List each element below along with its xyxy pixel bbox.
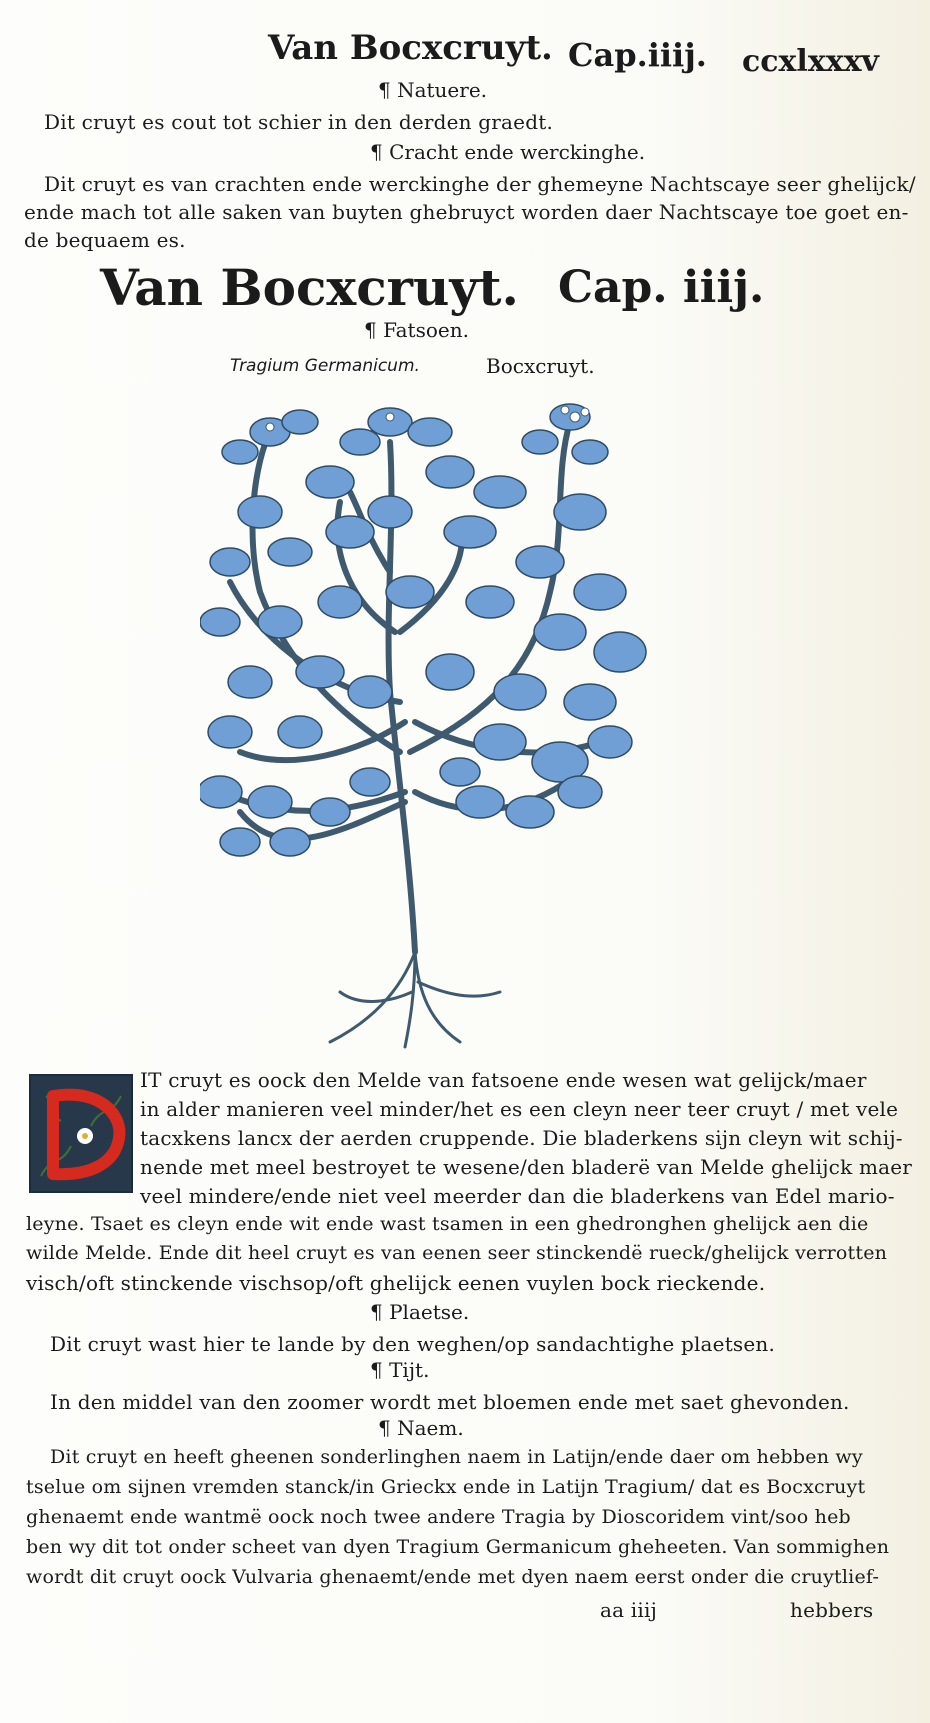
heading-power: ¶ Cracht ende werckinghe. (370, 140, 646, 164)
power-line: ende mach tot alle saken van buyten ghebruyct worden daer Nachtscaye toe goet en- (24, 200, 909, 224)
body-line: visch/oft stinckende vischsop/oft ghelijck eenen vuylen bock rieckende. (26, 1271, 766, 1295)
chapter-number: Cap. iiij. (558, 262, 765, 313)
heading-form: ¶ Fatsoen. (364, 318, 469, 342)
name-line: Dit cruyt en heeft gheenen sonderlinghen naem in Latijn/ende daer om hebben wy (50, 1446, 863, 1468)
power-line: Dit cruyt es van crachten ende werckinghe der ghemeyne Nachtscaye seer ghelijck/ (44, 172, 916, 196)
name-line: wordt dit cruyt oock Vulvaria ghenaemt/ende met dyen naem eerst onder die cruytlief- (26, 1566, 880, 1588)
chapter-title: Van Bocxcruyt. (100, 258, 519, 317)
place-text: Dit cruyt wast hier te lande by den weghen/op sandachtighe plaetsen. (50, 1332, 776, 1356)
power-line: de bequaem es. (24, 228, 186, 252)
name-line: ghenaemt ende wantmë oock noch twee andere Tragia by Dioscoridem vint/soo heb (26, 1506, 851, 1528)
heading-time: ¶ Tijt. (370, 1358, 430, 1382)
initial-letter-icon (31, 1076, 131, 1191)
time-text: In den middel van den zoomer wordt met bloemen ende met saet ghevonden. (50, 1390, 850, 1414)
body-line: nende met meel bestroyet te wesene/den bladerë van Melde ghelijck maer (140, 1155, 913, 1179)
body-line: veel mindere/ende niet veel meerder dan die bladerkens van Edel mario- (140, 1184, 895, 1208)
running-chapter: Cap.iiij. (568, 36, 707, 74)
folio-number: ccxlxxxv (742, 44, 879, 79)
paragraph-mark-icon: ¶ (364, 318, 384, 342)
body-line: leyne. Tsaet es cleyn ende wit ende wast tsamen in een ghedronghen ghelijck aen die (26, 1213, 869, 1235)
paragraph-mark-icon: ¶ (378, 78, 398, 102)
paragraph-mark-icon: ¶ (370, 140, 390, 164)
heading-nature: ¶ Natuere. (378, 78, 488, 102)
body-line: IT cruyt es oock den Melde van fatsoene ende wesen wat gelijck/maer (140, 1068, 867, 1092)
heading-name: ¶ Naem. (378, 1416, 464, 1440)
nature-text: Dit cruyt es cout tot schier in den derden graedt. (44, 110, 554, 134)
latin-name: Tragium Germanicum. (230, 356, 420, 376)
catchword: hebbers (790, 1598, 874, 1622)
name-line: tselue om sijnen vremden stanck/in Grieckx ende in Latijn Tragium/ dat es Bocxcruyt (26, 1476, 866, 1498)
name-line: ben wy dit tot onder scheet van dyen Tragium Germanicum gheheeten. Van sommighen (26, 1536, 890, 1558)
body-line: wilde Melde. Ende dit heel cruyt es van eenen seer stinckendë rueck/ghelijck verrotten (26, 1242, 888, 1264)
paragraph-mark-icon: ¶ (378, 1416, 398, 1440)
plant-illustration (200, 392, 680, 1052)
paragraph-mark-icon: ¶ (370, 1300, 390, 1324)
body-line: in alder manieren veel minder/het es een cleyn neer teer cruyt / met vele (140, 1097, 899, 1121)
vernacular-name: Bocxcruyt. (486, 354, 595, 378)
running-title: Van Bocxcruyt. (268, 28, 553, 68)
decorated-initial (29, 1074, 133, 1193)
heading-place: ¶ Plaetse. (370, 1300, 470, 1324)
signature-mark: aa iiij (600, 1598, 657, 1622)
paragraph-mark-icon: ¶ (370, 1358, 390, 1382)
body-line: tacxkens lancx der aerden cruppende. Die bladerkens sijn cleyn wit schij- (140, 1126, 903, 1150)
